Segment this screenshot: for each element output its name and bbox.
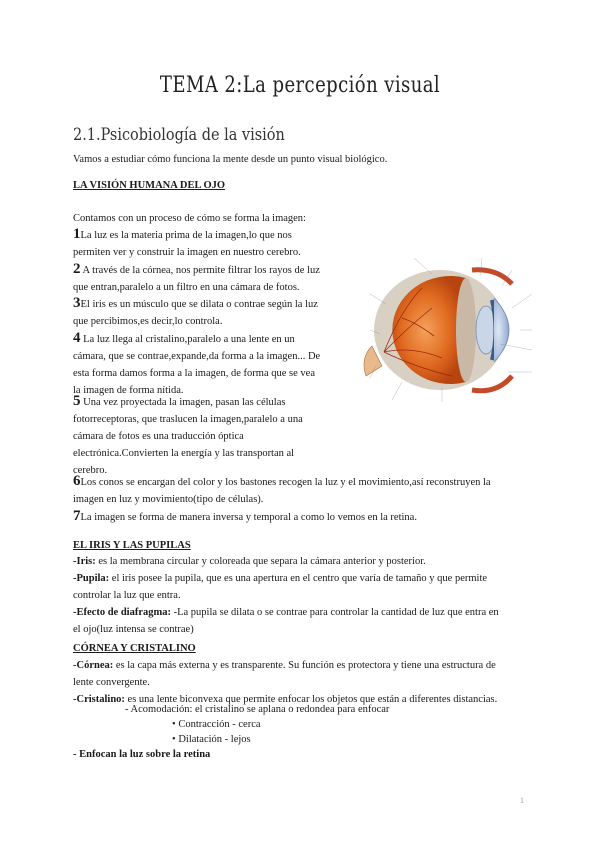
acomodacion: - Acomodación: el cristalino se aplana o redondea para enfocar <box>125 704 390 715</box>
step-2: 2 A través de la córnea, nos permite filtrar los rayos de luz que entran,paralelo a un filtro en una cámara de fotos. <box>73 261 320 293</box>
bullet-dilatacion: • Dilatación - lejos <box>172 734 251 745</box>
step-5: 5 Una vez proyectada la imagen, pasan las células fotorreceptoras, que traslucen la imagen,paralelo a una cámara de fotos es una traducción óptica electrónica.Convierten la energía y las transportan al cerebro. <box>73 393 303 476</box>
heading-iris: EL IRIS Y LAS PUPILAS <box>73 540 191 551</box>
step-1: 1La luz es la materia prima de la imagen,lo que nos permiten ver y construir la imagen en nuestro cerebro. <box>73 226 301 258</box>
step-6: 6Los conos se encargan del color y los bastones recogen la luz y el movimiento,así reconstruyen la imagen en luz y movimiento(tipo de células). <box>73 473 491 505</box>
cornea-definitions: -Córnea: es la capa más externa y es transparente. Su función es protectora y tiene una estructura de lente convergente. -Cristalino: es una lente biconvexa que permite enfocar los objetos que están a diferentes distancias. <box>73 660 498 705</box>
step-7: 7La imagen se forma de manera inversa y temporal a como lo vemos en la retina. <box>73 508 417 524</box>
heading-cornea: CÓRNEA Y CRISTALINO <box>73 643 196 654</box>
section-subtitle: 2.1.Psicobiología de la visión <box>73 125 285 145</box>
cornea <box>494 298 509 362</box>
iris-definitions: -Iris: es la membrana circular y coloreada que separa la cámara anterior y posterior. -Pupila: el iris posee la pupila, que es una apertura en el centro que varía de tamaño y que permite controlar la luz que entra. -Efecto de diafragma: -La pupila se dilata o se contrae para controlar la cantidad de luz que entra en el ojo(luz intensa se contrae) <box>73 556 499 635</box>
intro-text: Vamos a estudiar cómo funciona la mente desde un punto visual biológico. <box>73 154 388 165</box>
step-4: 4 La luz llega al cristalino,paralelo a una lente en un cámara, que se contrae,expande,da forma a la imagen... De esta forma damos forma a la imagen, de forma que se vea la imagen de forma nítida. <box>73 330 321 396</box>
eye-anatomy-diagram <box>362 248 542 408</box>
final-line: - Enfocan la luz sobre la retina <box>73 749 211 760</box>
cut-section <box>456 278 476 382</box>
heading-vision: LA VISIÓN HUMANA DEL OJO <box>73 180 226 191</box>
page-title: TEMA 2:La percepción visual <box>159 73 441 98</box>
lead-text: Contamos con un proceso de cómo se forma la imagen: <box>73 213 306 224</box>
bullet-contraccion: • Contracción - cerca <box>172 719 261 730</box>
page-number: 1 <box>520 796 524 805</box>
step-3: 3El iris es un músculo que se dilata o contrae según la luz que percibimos,es decir,lo controla. <box>73 295 318 327</box>
